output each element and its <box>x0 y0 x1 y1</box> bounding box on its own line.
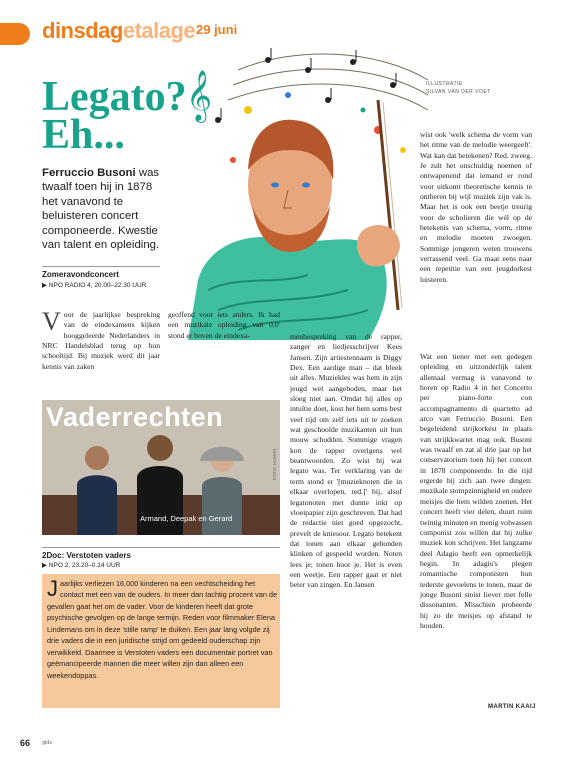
title-line2: Eh... <box>42 112 125 158</box>
treble-clef-icon: 𝄞 <box>186 71 213 120</box>
column-4-text: Wat een tiener met een gedegen opleiding en uitzonderlijk talent allemaal vermag is vanavond te horen op Radio 4 in het Concerto per piano-forte con accompagnamento di quartetto ad arco van Ferruccio Busoni. Een begeleidend strijkorkest in plaats van strijkkwartet mag ook. Busoni was twaalf en zat al drie jaar op het conservatorium toen hij het concert in 1878 componeerde. In die tijd ergerde hij zich aan twee dingen: muzikale stompzinnigheid en oudere meisjes die hem wilden zoenen. Het concert heeft vier delen, duurt ruim twintig minuten en menig volwassen componist zou willen dat hij zulke muziek kon schrijven. Het langzame deel Adagio heeft een opmerkelijk begin. In adagio's plegen romantische componisten hun tederste gevoelens te tonen, maar de jonge Busoni stoist liever met felle dissonanten. Misschien probeerde hij zo de meisjes op afstand te houden. <box>420 352 532 630</box>
program-info-concert <box>42 266 160 289</box>
illustration-credit <box>426 80 491 96</box>
drop-cap: V <box>42 307 61 336</box>
section-date: 29 juni <box>196 22 238 37</box>
section-name-part2: etalage <box>122 18 196 43</box>
page-number: 66 <box>20 738 31 748</box>
box-body-text: aarlijks verliezen 16.000 kinderen na een vechtscheiding het contact met een van de ouders. In meer dan tachtig procent van de gevallen gaat het om de vader. Voor de kinderen heeft dat grote psychische gevolgen op de lange termijn. Reden voor filmmaker Elena Lindemans om in deze 'stille ramp' te duiken. Een jaar lang volgde zij drie vaders die in een juridische strijd om gedeeld ouderschap zijn verwikkeld. Daarmee is Verstoten vaders een documentair portret van geëmancipeerde mannen die meer willen zijn dan alleen een weekendoppas. <box>47 579 278 680</box>
article-intro <box>42 166 160 252</box>
documentary-text <box>47 578 277 681</box>
section-tab <box>0 23 30 45</box>
illustration-credit-label: ILLUSTRATIE <box>426 81 463 87</box>
intro-text: was twaalf toen hij in 1878 het vanavond te beluisteren concert componeerde. Kwestie van talent en opleiding. <box>42 167 160 252</box>
intro-name: Ferruccio Busoni <box>42 167 136 179</box>
program-station: ▶ NPO RADIO 4, 20.00–22.30 UUR <box>42 282 147 289</box>
article-author: MARTIN KAAIJ <box>488 704 536 710</box>
article-column-4 <box>420 352 532 631</box>
face <box>248 120 333 252</box>
box-drop-cap: J <box>47 576 58 601</box>
program2-station: ▶ NPO 2, 23.20–0.14 UUR <box>42 562 121 569</box>
program2-title: 2Doc: Verstoten vaders <box>42 551 131 560</box>
column-4-top-text: wist ook 'welk schema de vorm van het ritme van de melodie weergeeft'. Wat kan dat betekenen? Red. zweeg. Je zult het onschuldig noemen of ontwapenend dat iemand er rond voor uitkomt theoretische kennis te ontberen bij wijl muziek zijn vak is. Maar het is ook een beetje treurig voor de scholieren die wél op de betekenis van schema, vorm, ritme en melodie moeten zwoegen. Sommige jongeren weten trouwens verrassend veel. Ga maar eens naar een repetitie van een jeugdorkest luisteren. <box>420 130 532 284</box>
illustration-credit-name: SILVAN VAN DER VOET <box>426 89 491 95</box>
column-3-text: menbespreking van de rapper, zanger en liedjesschrijver Kees Jansen. Zijn artiestennaam is Diggy Dex. Een aardige man – dat bleek uit alles. Muziekles was hem in zijn jeugd wel aangeboden, maar het sloeg niet aan. Omdat hij alles op intuïtie doet, kost het hem soms best veel tijd om zelf iets uit te zoeken wat geschoolde muzikanten uit hun mouw schudden. Sommige vragen kon de rapper overigens wel beantwoorden. Zo wist hij wat legato was. Ter verklaring van de term stond er '[muzieknoten die in elkaar overlopen, red.]' bij, alsof legatonoten met dunne inkt op vloeipapier zijn geschreven. Dat had de redactie niet goed opgezocht, prevelt de kniesoor. Legato betekent dat tonen aan elkaar gebonden klinken of gespeeld worden. Noten lees je; tonen hoor je. Het is even een weetje. Een rapper gaat er niet beter van zingen. En Jansen <box>290 332 402 590</box>
column-1-text: oor de jaarlijkse bespreking van de eindexamens kijken hooggeleerde Nederlanders in NRC Handelsblad terug op hun schooltijd. Bij muziek werd dit jaar kennis van zaken <box>42 310 160 371</box>
section-name-part1: dinsdag <box>42 18 123 43</box>
program-title: Zomeravondconcert <box>42 270 119 279</box>
portrait-illustration <box>178 40 438 340</box>
column-2-text: geoffend voor iets anders. Ik had een muzikale opleiding van 0,0' stond er boven de eindexa- <box>168 310 280 340</box>
program-info-documentary <box>42 547 280 569</box>
section-name <box>42 18 195 44</box>
photo-caption: Armand, Deepak en Gerard <box>140 514 233 523</box>
documentary-title: Vaderrechten <box>46 402 224 432</box>
article-column-2 <box>168 310 280 341</box>
article-column-3 <box>290 332 402 591</box>
magazine-brand: gids <box>42 740 53 746</box>
photo-credit: FOTO: HUMAN <box>272 448 277 480</box>
article-column-1 <box>42 307 160 372</box>
article-column-4-top <box>420 130 532 285</box>
title-line1: Legato? <box>42 74 187 120</box>
